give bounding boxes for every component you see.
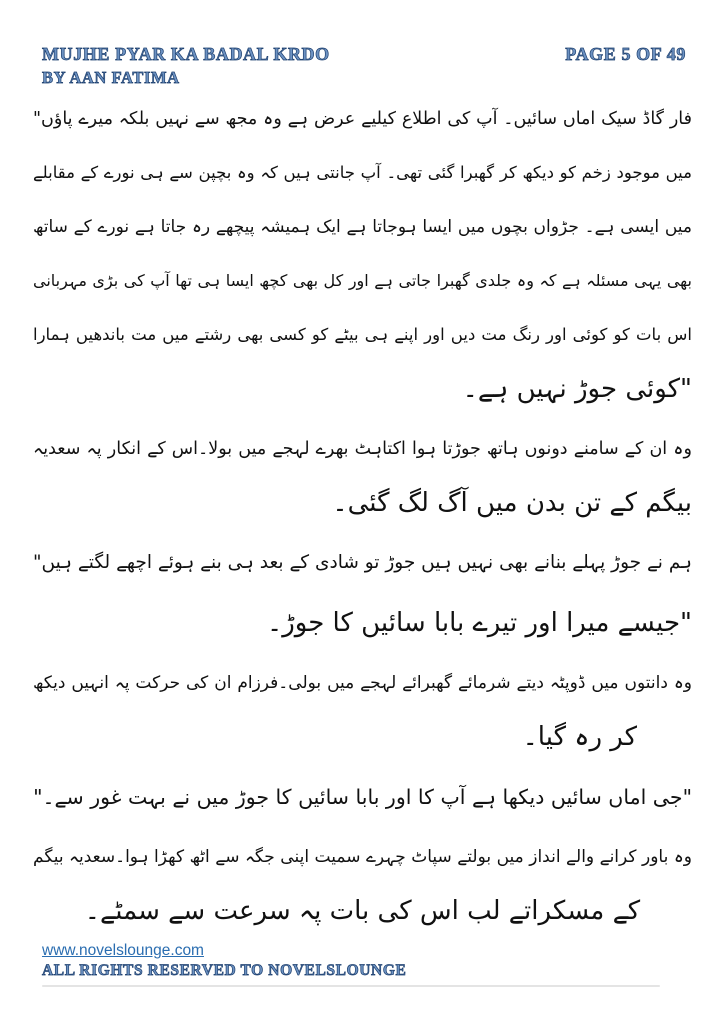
urdu-text-line: ہم نے جوڑ پہلے بنانے بھی نہیں ہیں جوڑ تو شادی کے بعد ہی بنے ہوئے اچھے لگتے ہیں" bbox=[33, 552, 692, 573]
urdu-text-line: فار گاڈ سیک اماں سائیں۔ آپ کی اطلاع کیلیے عرض ہے وہ مجھ سے نہیں بلکہ میرے پاؤں" bbox=[33, 109, 692, 129]
urdu-text-line: وہ باور کرانے والے انداز میں بولتے سپاٹ چہرے سمیت اپنی جگہ سے اٹھ کھڑا ہوا۔سعدیہ بیگم bbox=[33, 847, 692, 867]
urdu-text-line: بیگم کے تن بدن میں آگ لگ گئی۔ bbox=[332, 488, 692, 518]
urdu-text-line: کے مسکراتے لب اس کی بات پہ سرعت سے سمٹے۔ bbox=[84, 896, 641, 926]
story-text bbox=[33, 92, 692, 938]
urdu-text-line: "کوئی جوڑ نہیں ہے۔ bbox=[462, 374, 692, 404]
book-title: MUJHE PYAR KA BADAL KRDO bbox=[42, 44, 330, 64]
copyright-text: ALL RIGHTS RESERVED TO NOVELSLOUNGE bbox=[42, 962, 407, 979]
website-link[interactable]: www.novelslounge.com bbox=[42, 942, 204, 959]
header-row bbox=[42, 44, 686, 65]
page-footer bbox=[42, 942, 686, 987]
author-byline: BY AAN FATIMA bbox=[42, 68, 180, 87]
page-number: PAGE 5 OF 49 bbox=[565, 44, 686, 64]
footer-divider bbox=[42, 985, 660, 987]
urdu-text-line: وہ دانتوں میں ڈوپٹہ دیتے شرمائے گھبرائے لہجے میں بولی۔فرزام ان کی حرکت پہ انہیں دیکھ bbox=[33, 673, 692, 693]
urdu-text-line: وہ ان کے سامنے دونوں ہاتھ جوڑتا ہوا اکتاہٹ بھرے لہجے میں بولا۔اس کے انکار پہ سعدیہ bbox=[33, 439, 692, 459]
urdu-text-line: کر رہ گیا۔ bbox=[522, 722, 637, 752]
urdu-text-line: میں موجود زخم کو دیکھ کر گھبرا گئی تھی۔ آپ جانتی ہیں کہ وہ بچپن سے ہی نورے کے مقابلے bbox=[33, 163, 692, 182]
urdu-text-line: اس بات کو کوئی اور رنگ مت دیں اور اپنے ہی بیٹے کو کسی بھی رشتے میں مت باندھیں ہمارا bbox=[33, 325, 692, 344]
urdu-text-line: "جیسے میرا اور تیرے بابا سائیں کا جوڑ۔ bbox=[267, 608, 692, 638]
urdu-text-line: میں ایسی ہے۔ جڑواں بچوں میں ایسا ہوجاتا ہے ایک ہمیشہ پیچھے رہ جاتا ہے نورے کے ساتھ bbox=[33, 217, 692, 237]
urdu-text-line: بھی یہی مسئلہ ہے کہ وہ جلدی گھبرا جاتی ہے اور کل بھی کچھ ایسا ہی تھا آپ کی بڑی مہربانی bbox=[33, 271, 692, 290]
page-header bbox=[42, 44, 686, 88]
urdu-text-line: "جی اماں سائیں دیکھا ہے آپ کا اور بابا سائیں کا جوڑ میں نے بہت غور سے۔" bbox=[33, 785, 692, 809]
